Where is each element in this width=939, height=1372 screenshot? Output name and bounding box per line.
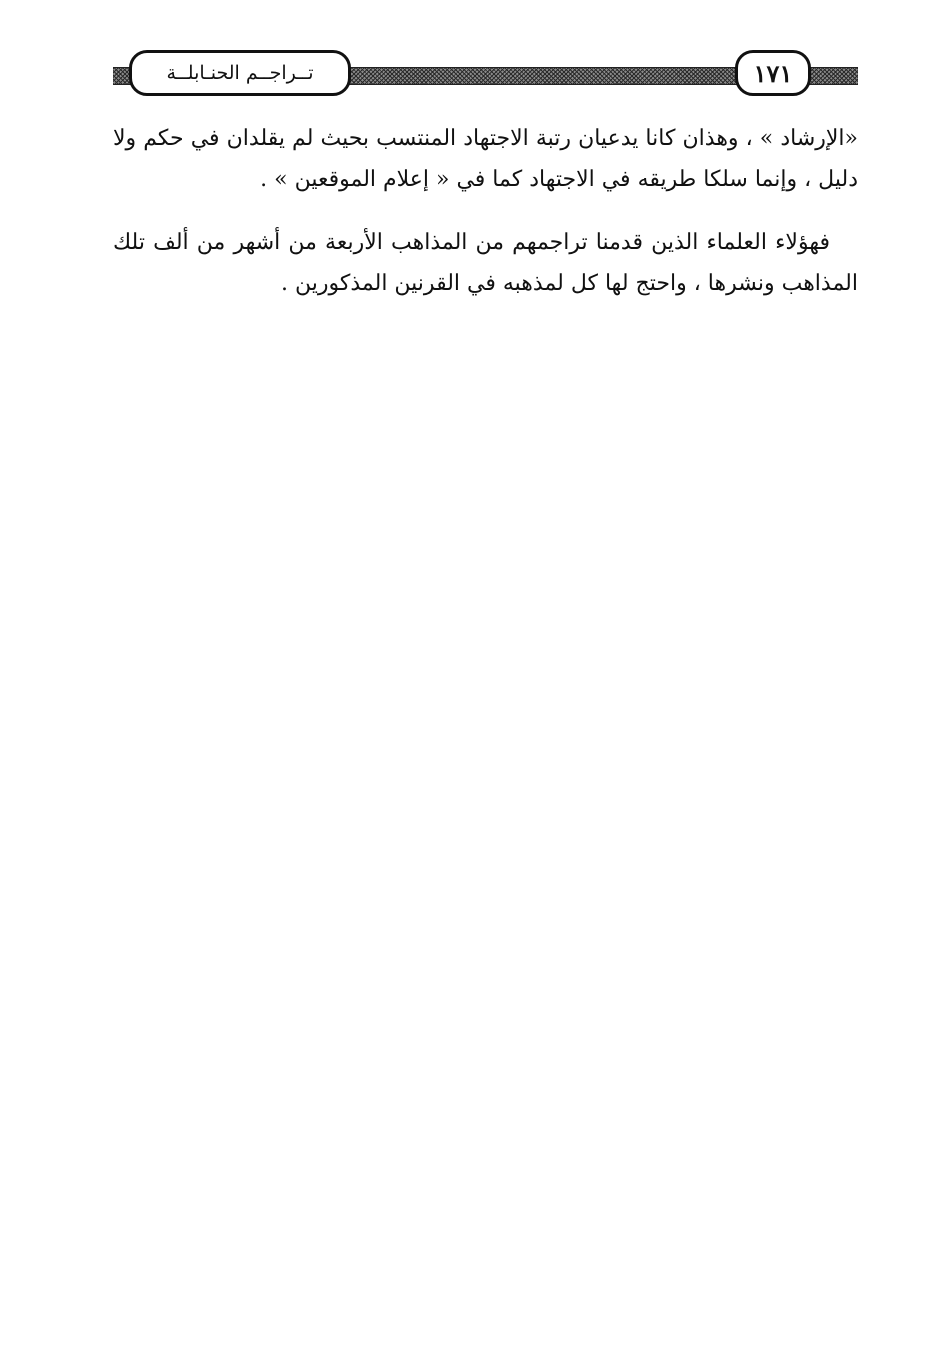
running-header <box>113 48 858 102</box>
page-number-box <box>735 50 811 96</box>
page-number: ١٧١ <box>753 58 793 88</box>
paragraph-2: فهؤلاء العلماء الذين قدمنا تراجمهم من المذاهب الأربعة من أشهر من ألف تلك المذاهب ونشرها ، واحتج لها كل لمذهبه في القرنين المذكورين . <box>113 230 858 296</box>
running-title-box <box>129 50 351 96</box>
paragraph-1: «الإرشاد » ، وهذان كانا يدعيان رتبة الاجتهاد المنتسب بحيث لم يقلدان في حكم ولا دليل ، وإنما سلكا طريقه في الاجتهاد كما في « إعلام الموقعين » . <box>113 126 858 192</box>
running-title: تــراجــم الحنـابلــة <box>166 62 314 84</box>
